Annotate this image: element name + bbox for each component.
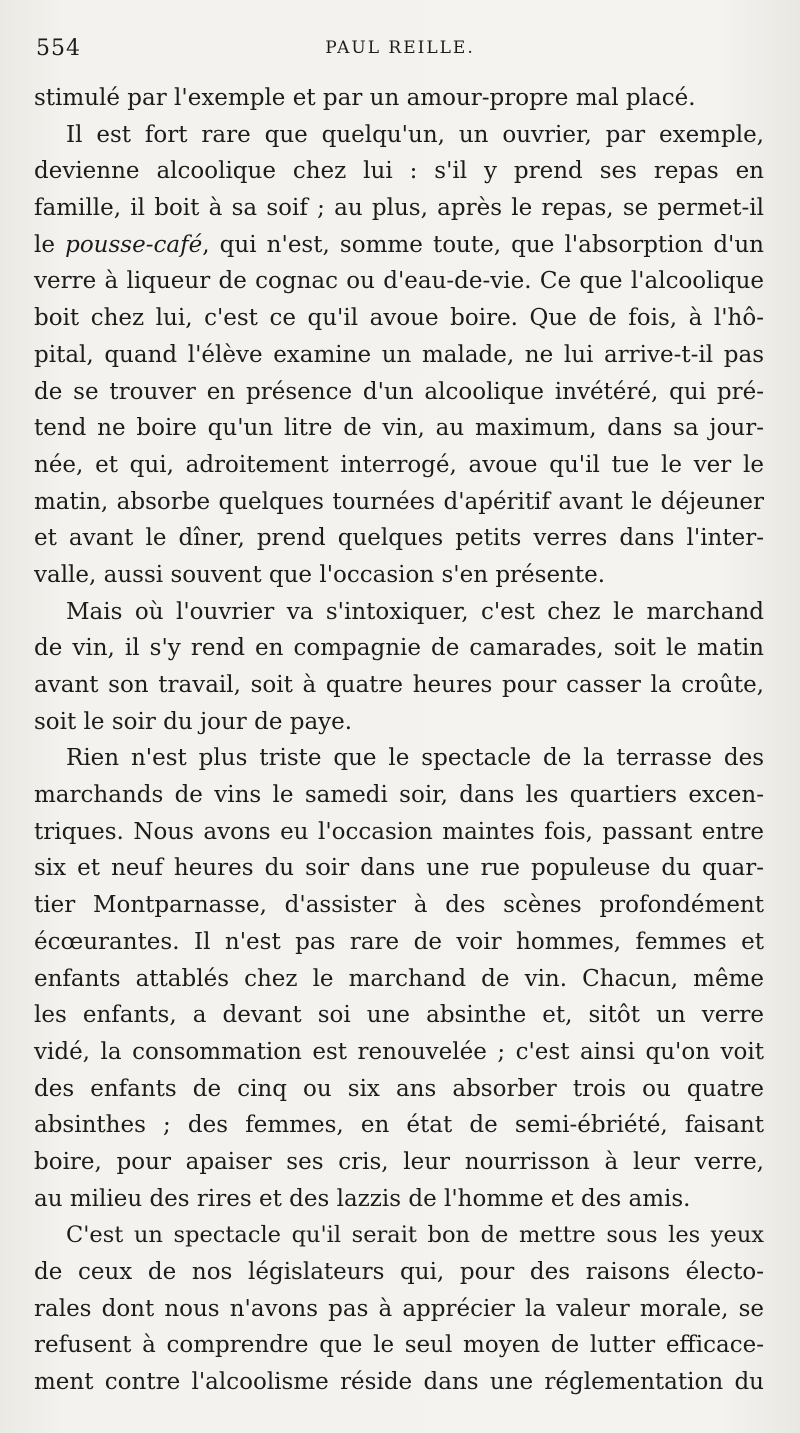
- text-line: boit chez lui, c'est ce qu'il avoue boire. Que de fois, à l'hô-: [34, 305, 764, 332]
- text-line: triques. Nous avons eu l'occasion maintes fois, passant entre: [34, 818, 764, 845]
- text-line: née, et qui, adroitement interrogé, avoue qu'il tue le ver le: [34, 451, 764, 478]
- text-line: absinthes ; des femmes, en état de semi-ébriété, faisant: [34, 1112, 764, 1139]
- page-number: 554: [36, 36, 81, 61]
- text-line: tend ne boire qu'un litre de vin, au maximum, dans sa jour-: [34, 415, 764, 442]
- text-line: stimulé par l'exemple et par un amour-propre mal placé.: [34, 85, 696, 111]
- text-line: ment contre l'alcoolisme réside dans une réglementation du: [34, 1369, 764, 1396]
- text-line: pital, quand l'élève examine un malade, ne lui arrive-t-il pas: [34, 341, 764, 368]
- text-line: les enfants, a devant soi une absinthe et, sitôt un verre: [34, 1002, 764, 1029]
- text-line: tier Montparnasse, d'assister à des scènes profondément: [34, 892, 764, 919]
- text-line: au milieu des rires et des lazzis de l'homme et des amis.: [34, 1185, 691, 1212]
- text-line: marchands de vins le samedi soir, dans les quartiers excen-: [34, 782, 764, 809]
- text-line: enfants attablés chez le marchand de vin. Chacun, même: [34, 965, 764, 992]
- text-line: verre à liqueur de cognac ou d'eau-de-vie. Ce que l'alcoolique: [34, 268, 764, 295]
- text-line: rales dont nous n'avons pas à apprécier la valeur morale, se: [34, 1295, 764, 1322]
- text-line: devienne alcoolique chez lui : s'il y prend ses repas en: [34, 158, 764, 185]
- text-line: famille, il boit à sa soif ; au plus, après le repas, se permet-il: [34, 195, 764, 222]
- text-line: écœurantes. Il n'est pas rare de voir hommes, femmes et: [34, 928, 764, 955]
- page-header: [36, 36, 764, 68]
- text-line: vidé, la consommation est renouvelée ; c'est ainsi qu'on voit: [34, 1038, 764, 1065]
- text-segment: le: [34, 231, 66, 258]
- text-line: Rien n'est plus triste que le spectacle de la terrasse des: [66, 745, 764, 772]
- text-line: refusent à comprendre que le seul moyen de lutter efficace-: [34, 1332, 764, 1359]
- text-line: de se trouver en présence d'un alcoolique invétéré, qui pré-: [34, 378, 764, 405]
- body-text: [34, 80, 764, 1401]
- text-line: six et neuf heures du soir dans une rue populeuse du quar-: [34, 855, 764, 882]
- text-line: avant son travail, soit à quatre heures pour casser la croûte,: [34, 672, 764, 698]
- text-line: de ceux de nos législateurs qui, pour des raisons électo-: [34, 1259, 764, 1285]
- text-line: boire, pour apaiser ses cris, leur nourrisson à leur verre,: [34, 1148, 764, 1175]
- text-line: Mais où l'ouvrier va s'intoxiquer, c'est chez le marchand: [66, 598, 764, 625]
- text-line: et avant le dîner, prend quelques petits verres dans l'inter-: [34, 525, 764, 552]
- running-title: PAUL REILLE.: [325, 38, 475, 58]
- text-line: C'est un spectacle qu'il serait bon de mettre sous les yeux: [66, 1222, 764, 1249]
- text-line: des enfants de cinq ou six ans absorber trois ou quatre: [34, 1075, 764, 1102]
- italic-term: pousse-café: [65, 231, 203, 258]
- text-line: de vin, il s'y rend en compagnie de camarades, soit le matin: [34, 635, 764, 662]
- text-line: soit le soir du jour de paye.: [34, 708, 353, 735]
- text-line: valle, aussi souvent que l'occasion s'en présente.: [34, 561, 606, 588]
- text-line: [34, 227, 764, 264]
- text-line: Il est fort rare que quelqu'un, un ouvrier, par exemple,: [66, 121, 764, 148]
- text-segment: , qui n'est, somme toute, que l'absorption d'un: [202, 231, 764, 258]
- text-line: matin, absorbe quelques tournées d'apéritif avant le déjeuner: [34, 488, 764, 515]
